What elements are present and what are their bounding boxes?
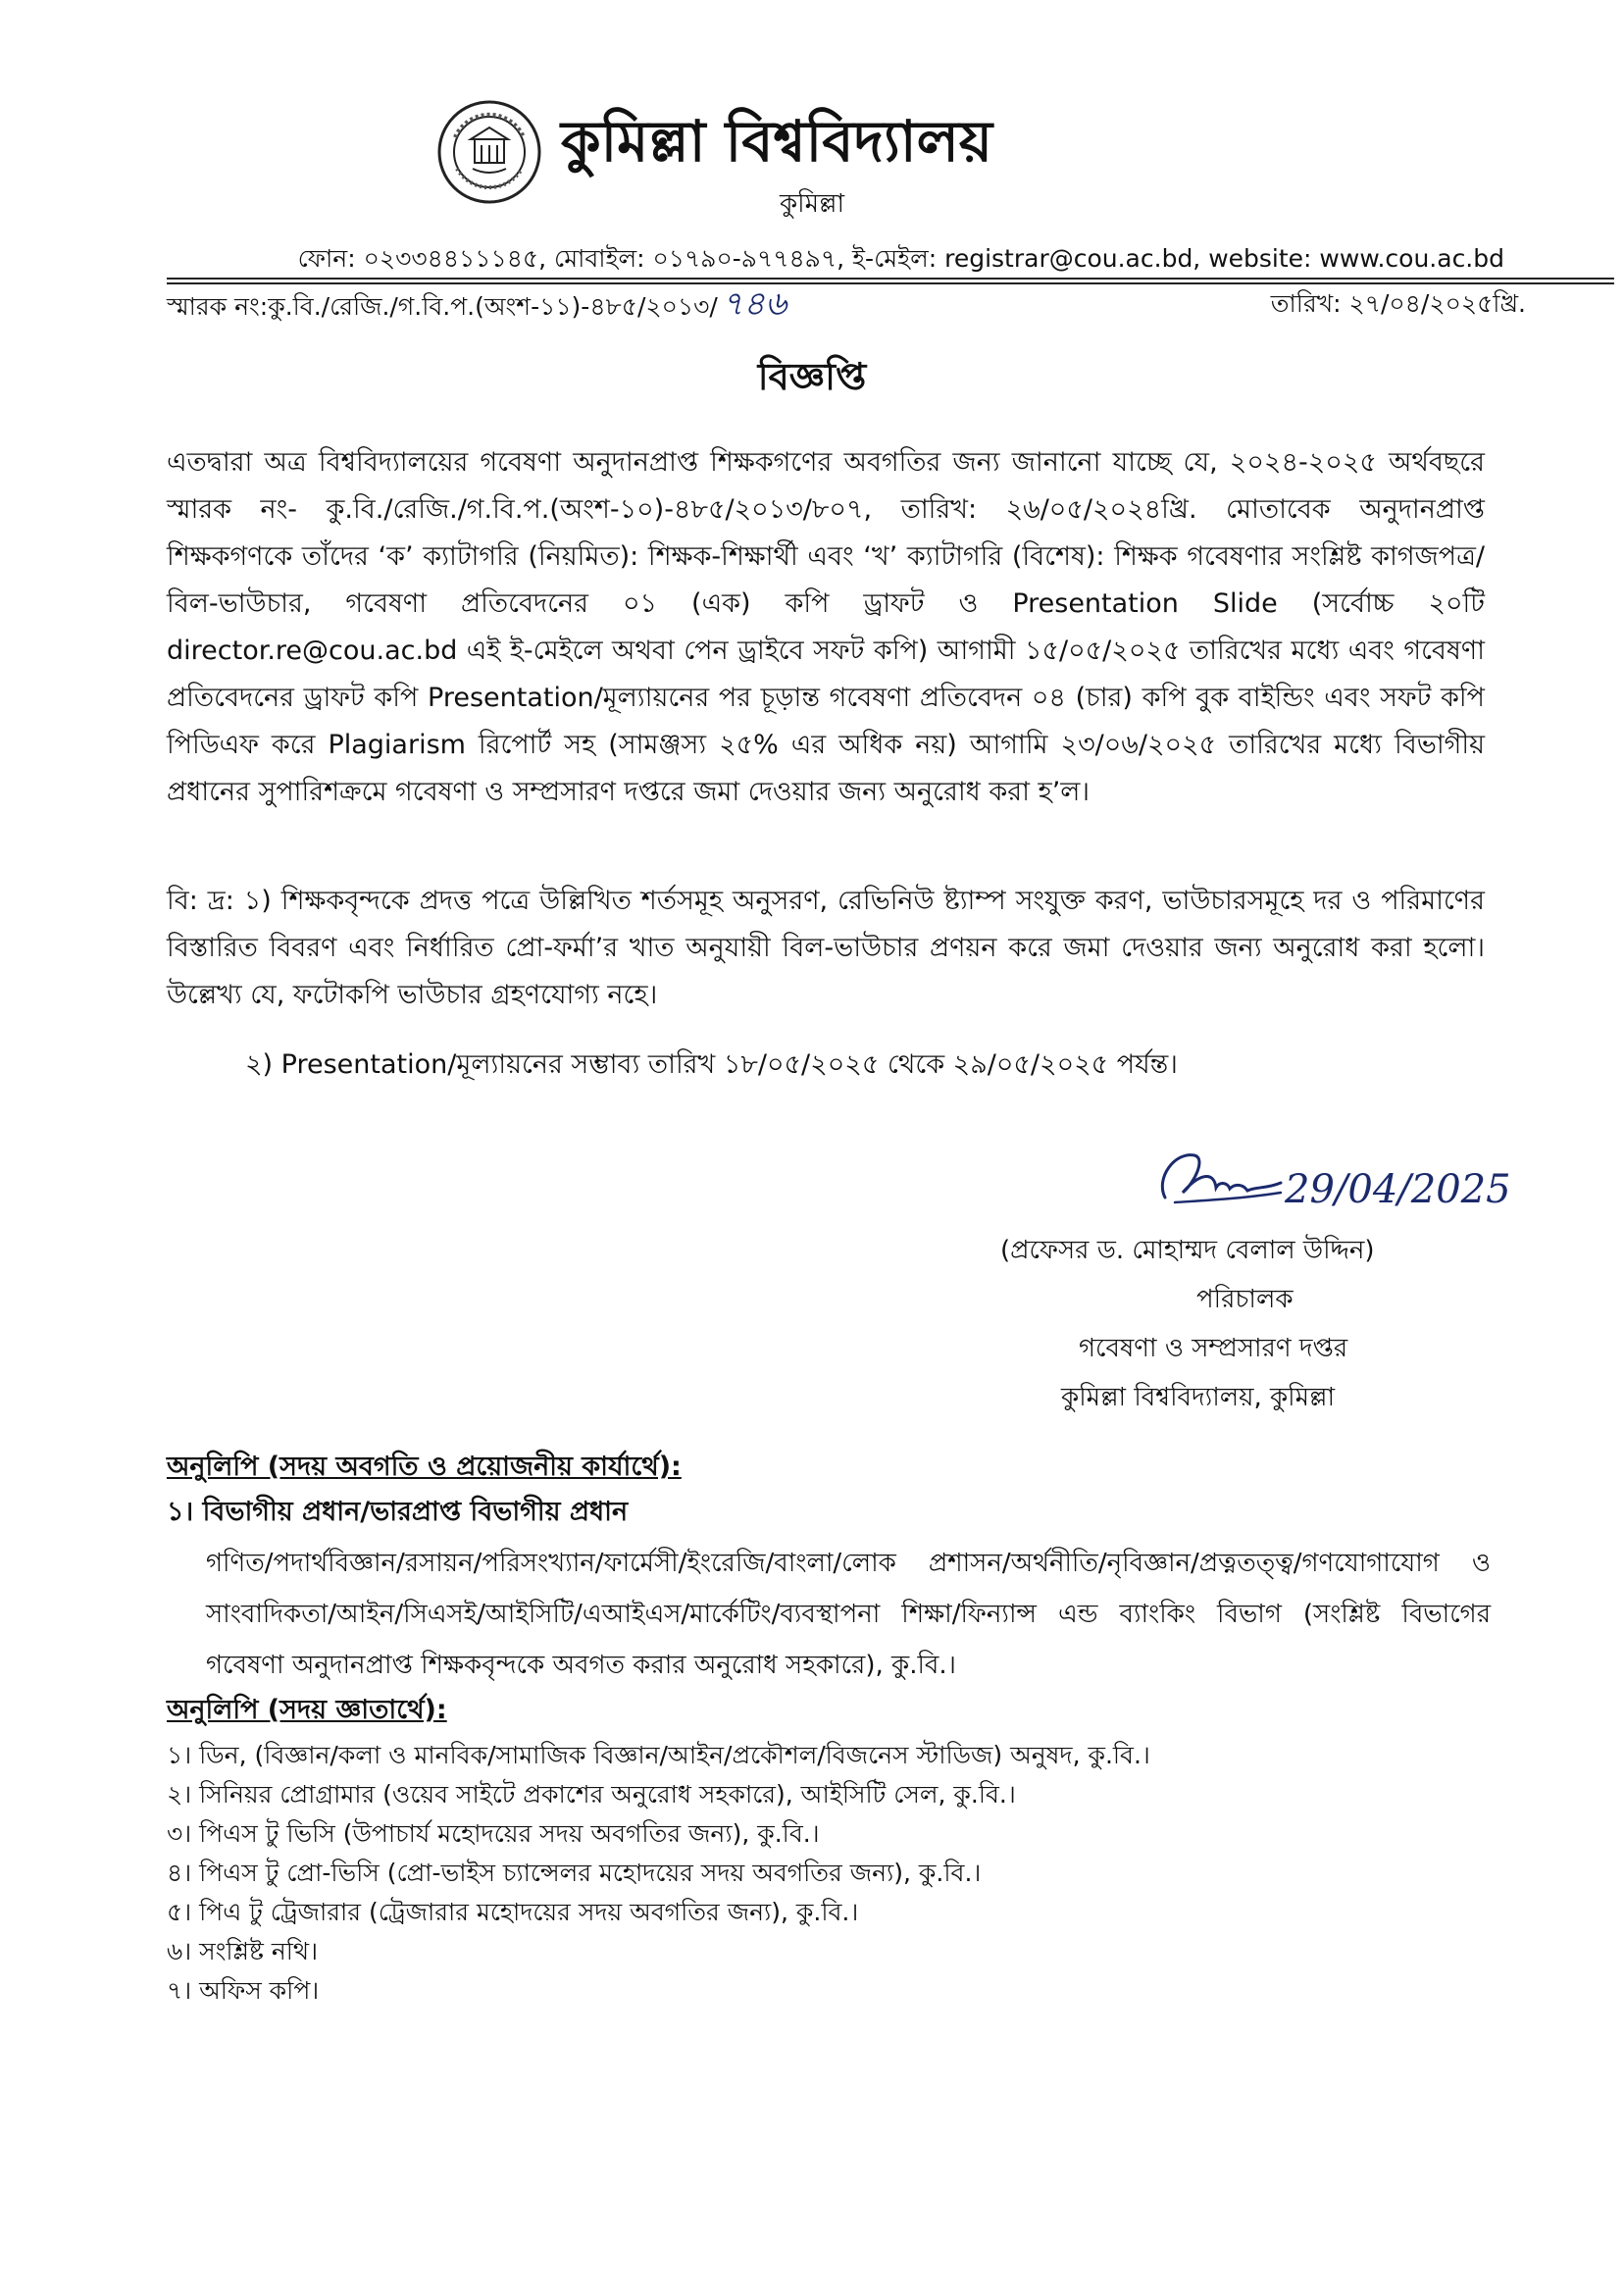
copies-action-heading: অনুলিপি (সদয় অবগতি ও প্রয়োজনীয় কার্যার্থে): xyxy=(167,1452,682,1482)
list-item: ৩। পিএস টু ভিসি (উপাচার্য মহোদয়ের সদয় অবগতির জন্য), কু.বি.। xyxy=(167,1819,820,1848)
body-paragraph-1: এতদ্বারা অত্র বিশ্ববিদ্যালয়ের গবেষণা অনুদানপ্রাপ্ত শিক্ষকগণের অবগতির জন্য জানানো যাচ্ছে যে, ২০২৪-২০২৫ অর্থবছরে স্মারক নং- কু.বি./রেজি./গ.বি.প.(অংশ-১০)-৪৮৫/২০১৩/৮০৭, তারিখ: ২৬/০৫/২০২৪খ্রি. মোতাবেক অনুদানপ্রাপ্ত শিক্ষকগণকে তাঁদের ‘ক’ ক্যাটাগরি (নিয়মিত): শিক্ষক-শিক্ষার্থী এবং ‘খ’ ক্যাটাগরি (বিশেষ): শিক্ষক গবেষণার সংশ্লিষ্ট কাগজপত্র/বিল-ভাউচার, গবেষণা প্রতিবেদনের ০১ (এক) কপি ড্রাফট ও Presentation Slide (সর্বোচ্চ ২০টি director.re@cou.ac.bd এই ই-মেইলে অথবা পেন ড্রাইবে সফট কপি) আগামী ১৫/০৫/২০২৫ তারিখের মধ্যে এবং গবেষণা প্রতিবেদনের ড্রাফট কপি Presentation/মূল্যায়নের পর চূড়ান্ত গবেষণা প্রতিবেদন ০৪ (চার) কপি বুক বাইন্ডিং এবং সফট কপি পিডিএফ করে Plagiarism রিপোর্ট সহ (সামঞ্জস্য ২৫% এর অধিক নয়) আগামি ২৩/০৬/২০২৫ তারিখের মধ্যে বিভাগীয় প্রধানের সুপারিশক্রমে গবেষণা ও সম্প্রসারণ দপ্তরে জমা দেওয়ার জন্য অনুরোধ করা হ’ল। xyxy=(167,447,1485,807)
contact-line: ফোন: ০২৩৩৪৪১১১৪৫, মোবাইল: ০১৭৯০-৯৭৭৪৯৭, ই-মেইল: registrar@cou.ac.bd, website: www.cou.ac.bd xyxy=(297,244,1504,273)
signatory-name: (প্রফেসর ড. মোহাম্মদ বেলাল উদ্দিন) xyxy=(1000,1236,1375,1265)
signatory-title: পরিচালক xyxy=(1196,1285,1294,1314)
body-paragraph-note: বি: দ্র: ১) শিক্ষকবৃন্দকে প্রদত্ত পত্রে উল্লিখিত শর্তসমূহ অনুসরণ, রেভিনিউ ষ্ট্যাম্প সংযুক্ত করণ, ভাউচারসমূহে দর ও পরিমাণের বিস্তারিত বিবরণ এবং নির্ধারিত প্রো-ফর্মা’র খাত অনুযায়ী বিল-ভাউচার প্রণয়ন করে জমা দেওয়ার জন্য অনুরোধ করা হলো। উল্লেখ্য যে, ফটোকপি ভাউচার গ্রহণযোগ্য নহে। xyxy=(167,886,1485,1010)
list-item: ১। ডিন, (বিজ্ঞান/কলা ও মানবিক/সামাজিক বিজ্ঞান/আইন/প্রকৌশল/বিজনেস স্টাডিজ) অনুষদ, কু.বি.। xyxy=(167,1741,1150,1769)
university-city: কুমিল্লা xyxy=(779,189,845,219)
signatory-university: কুমিল্লা বিশ্ববিদ্যালয়, কুমিল্লা xyxy=(1061,1383,1336,1412)
memo-handwritten-number: ৭৪৬ xyxy=(721,284,787,324)
list-item: ২। সিনিয়র প্রোগ্রামার (ওয়েব সাইটে প্রকাশের অনুরোধ সহকারে), আইসিটি সেল, কু.বি.। xyxy=(167,1780,1016,1809)
copies-info-heading: অনুলিপি (সদয় জ্ঞাতার্থে): xyxy=(167,1695,447,1725)
memo-number xyxy=(167,286,787,325)
list-item: ৪। পিএস টু প্রো-ভিসি (প্রো-ভাইস চ্যান্সেলর মহোদয়ের সদয় অবগতির জন্য), কু.বি.। xyxy=(167,1859,982,1887)
header-rule xyxy=(167,278,1614,280)
list-item: ৬। সংশ্লিষ্ট নথি। xyxy=(167,1937,319,1965)
copies-action-subheading: ১। বিভাগীয় প্রধান/ভারপ্রাপ্ত বিভাগীয় প্রধান xyxy=(167,1497,629,1527)
university-name: কুমিল্লা বিশ্ববিদ্যালয় xyxy=(561,108,992,175)
body-paragraph-presentation-date: ২) Presentation/মূল্যায়নের সম্ভাব্য তারিখ ১৮/০৫/২০২৫ থেকে ২৯/০৫/২০২৫ পর্যন্ত। xyxy=(245,1049,1178,1080)
signature-mark xyxy=(1145,1144,1283,1212)
list-item: ৭। অফিস কপি। xyxy=(167,1976,320,2005)
signature-block xyxy=(1000,1226,1491,1422)
header-rule-secondary xyxy=(167,282,1614,284)
signature-handwritten-date: 29/04/2025 xyxy=(1285,1167,1511,1212)
memo-prefix: স্মারক নং:কু.বি./রেজি./গ.বি.প.(অংশ-১১)-৪৮৫/২০১৩/ xyxy=(167,292,718,321)
signatory-office: গবেষণা ও সম্প্রসারণ দপ্তর xyxy=(1079,1334,1348,1363)
memo-date: তারিখ: ২৭/০৪/২০২৫খ্রি. xyxy=(1270,289,1526,318)
notice-heading: বিজ্ঞপ্তি xyxy=(757,355,867,398)
list-item: ৫। পিএ টু ট্রেজারার (ট্রেজারার মহোদয়ের সদয় অবগতির জন্য), কু.বি.। xyxy=(167,1898,859,1926)
copies-info-list xyxy=(167,1736,1520,2011)
copies-action-text: গণিত/পদার্থবিজ্ঞান/রসায়ন/পরিসংখ্যান/ফার্মেসী/ইংরেজি/বাংলা/লোক প্রশাসন/অর্থনীতি/নৃবিজ্ঞান/প্রত্নতত্ত্ব/গণযোগাযোগ ও সাংবাদিকতা/আইন/সিএসই/আইসিটি/এআইএস/মার্কেটিং/ব্যবস্থাপনা শিক্ষা/ফিন্যান্স এন্ড ব্যাংকিং বিভাগ (সংশ্লিষ্ট বিভাগের গবেষণা অনুদানপ্রাপ্ত শিক্ষকবৃন্দকে অবগত করার অনুরোধ সহকারে), কু.বি.। xyxy=(206,1549,1491,1680)
